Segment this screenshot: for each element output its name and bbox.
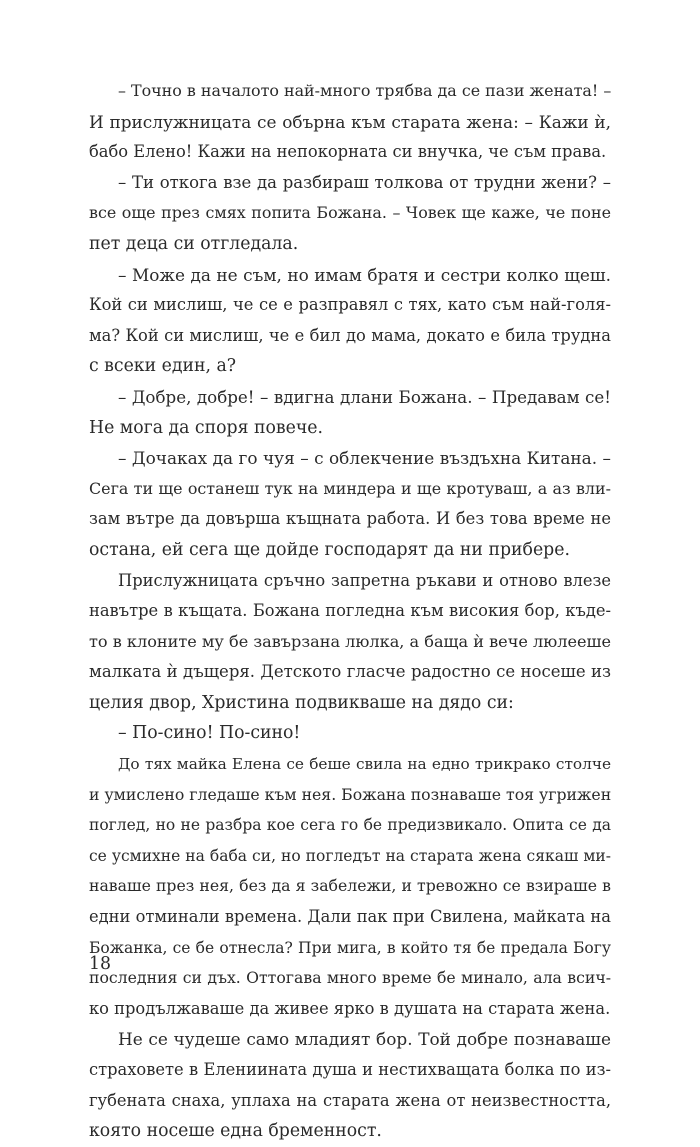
text-line: бабо Елено! Кажи на непокорната си внучка, че съм права. xyxy=(89,142,607,162)
text-line: страховете в Елениината душа и нестихващата болка по из- xyxy=(89,1060,611,1079)
text-line: последния си дъх. Оттогава много време бе минало, ала всич- xyxy=(89,968,611,988)
text-line: с всеки един, а? xyxy=(89,356,237,377)
text-line: – Може да не съм, но имам братя и сестри колко щеш. xyxy=(118,264,611,285)
text-line: ко продължаваше да живее ярко в душата на старата жена. xyxy=(89,998,611,1018)
text-line: – Ти откога взе да разбираш толкова от трудни жени? – xyxy=(118,172,611,192)
text-line: целия двор, Христина подвикваше на дядо си: xyxy=(89,692,514,713)
text-line: която носеше една бременност. xyxy=(89,1121,382,1142)
text-line: навътре в къщата. Божана погледна към високия бор, къде- xyxy=(89,601,611,621)
page-number: 18 xyxy=(89,954,111,974)
text-line: – Точно в началото най-много трябва да се пази жената! – xyxy=(118,81,612,100)
text-line: губената снаха, уплаха на старата жена от неизвестността, xyxy=(89,1090,611,1110)
text-line: Прислужницата сръчно запретна ръкави и отново влезе xyxy=(118,570,611,590)
text-line: – Добре, добре! – вдигна длани Божана. – Предавам се! xyxy=(118,386,611,407)
text-line: все още през смях попита Божана. – Човек ще каже, че поне xyxy=(89,203,611,223)
text-line: Кой си мислиш, че се е разправял с тях, като съм най-голя- xyxy=(89,295,611,315)
text-line: – По-сино! По-сино! xyxy=(118,723,301,744)
text-line: Божанка, се бе отнесла? При мига, в който тя бе предала Богу xyxy=(89,938,611,957)
text-line: малката ѝ дъщеря. Детското гласче радостно се носеше из xyxy=(89,662,611,682)
text-line: остана, ей сега ще дойде господарят да ни прибере. xyxy=(89,539,570,560)
text-line: поглед, но не разбра кое сега го бе предизвикало. Опита се да xyxy=(89,816,611,835)
text-line: ма? Кой си мислиш, че е бил до мама, докато е била трудна xyxy=(89,325,611,345)
text-line: зам вътре да довърша къщната работа. И без това време не xyxy=(89,509,611,529)
text-line: Не се чудеше само младият бор. Той добре познаваше xyxy=(118,1029,611,1050)
text-line: И прислужницата се обърна към старата жена: – Кажи ѝ, xyxy=(89,111,611,132)
text-line: Сега ти ще останеш тук на миндера и ще кротуваш, а аз вли- xyxy=(89,478,611,498)
text-line: – Дочаках да го чуя – с облекчение въздъхна Китана. – xyxy=(118,448,611,469)
text-line: се усмихне на баба си, но погледът на старата жена сякаш ми- xyxy=(89,846,611,865)
text-line: наваше през нея, без да я забележи, и тревожно се взираше в xyxy=(89,876,611,896)
text-line: пет деца си отгледала. xyxy=(89,233,299,254)
text-line: то в клоните му бе завързана люлка, а баща ѝ вече люлееше xyxy=(89,631,611,651)
text-line: До тях майка Елена се беше свила на едно трикрако столче xyxy=(118,755,611,774)
text-line: и умислено гледаше към нея. Божана познаваше тоя угрижен xyxy=(89,784,612,804)
text-line: Не мога да споря повече. xyxy=(89,417,324,438)
body-text xyxy=(89,76,611,1147)
text-line: едни отминали времена. Дали пак при Свилена, майката на xyxy=(89,907,611,927)
